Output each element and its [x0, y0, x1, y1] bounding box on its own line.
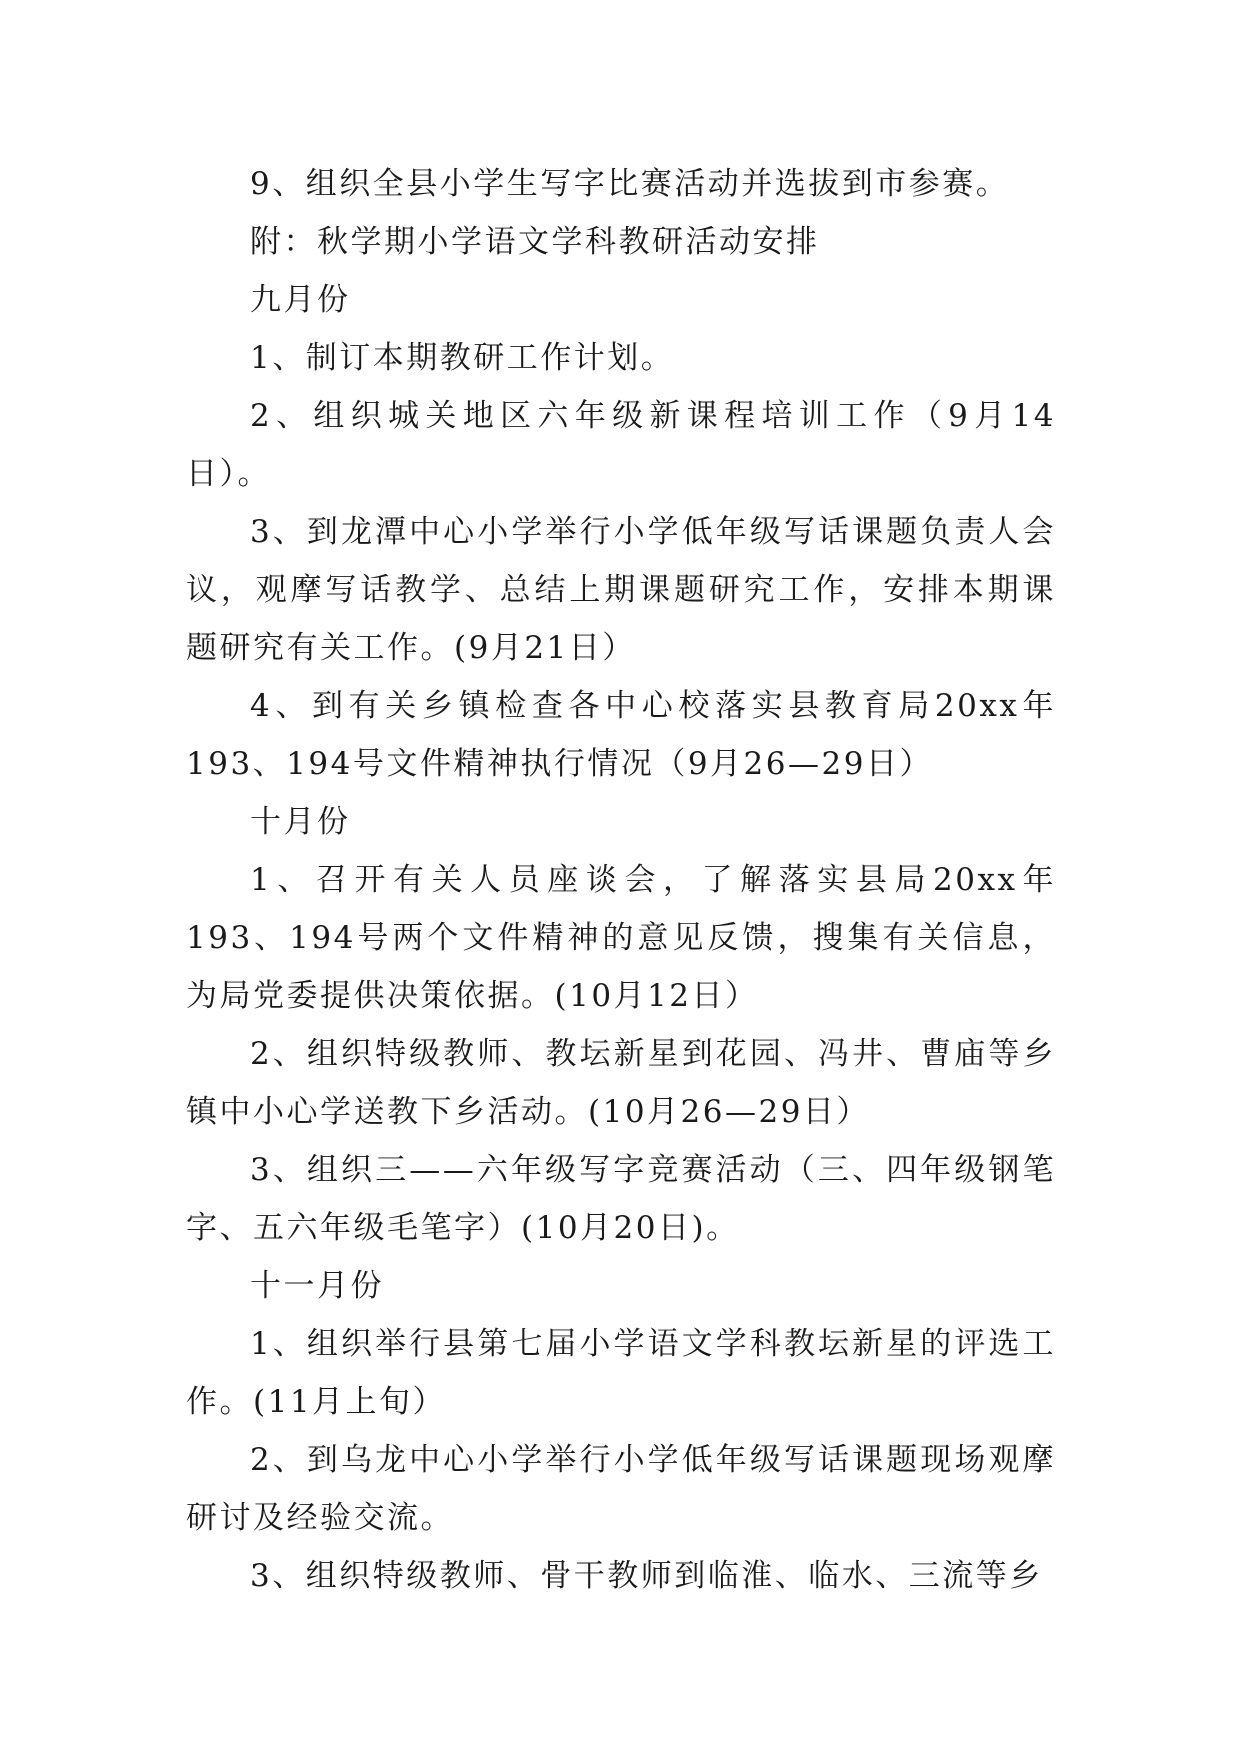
october-item-3: 3、组织三——六年级写字竞赛活动（三、四年级钢笔字、五六年级毛笔字）(10月20日)。 [186, 1152, 1056, 1246]
october-item-1: 1、召开有关人员座谈会，了解落实县局20xx年193、194号两个文件精神的意见反馈，搜集有关信息，为局党委提供决策依据。(10月12日） [186, 862, 1056, 1014]
document-body [186, 155, 1056, 1605]
month-heading-october: 十月份 [250, 804, 351, 840]
november-item-2: 2、到乌龙中心小学举行小学低年级写话课题现场观摩研讨及经验交流。 [186, 1442, 1056, 1536]
november-item-3: 3、组织特级教师、骨干教师到临淮、临水、三流等乡 [250, 1558, 1043, 1594]
september-item-2: 2、组织城关地区六年级新课程培训工作（9月14日）。 [186, 398, 1056, 492]
september-item-1: 1、制订本期教研工作计划。 [250, 340, 675, 376]
month-heading-november: 十一月份 [250, 1268, 384, 1304]
october-item-2: 2、组织特级教师、教坛新星到花园、冯井、曹庙等乡镇中小心学送教下乡活动。(10月26—29日） [186, 1036, 1056, 1130]
appendix-title: 附：秋学期小学语文学科教研活动安排 [250, 224, 820, 260]
paragraph-item-9-contest: 9、组织全县小学生写字比赛活动并选拔到市参赛。 [250, 166, 1010, 202]
september-item-4: 4、到有关乡镇检查各中心校落实县教育局20xx年193、194号文件精神执行情况（9月26—29日） [186, 688, 1056, 782]
september-item-3: 3、到龙潭中心小学举行小学低年级写话课题负责人会议，观摩写话教学、总结上期课题研究工作，安排本期课题研究有关工作。(9月21日） [186, 514, 1056, 666]
november-item-1: 1、组织举行县第七届小学语文学科教坛新星的评选工作。(11月上旬） [186, 1326, 1056, 1420]
month-heading-september: 九月份 [250, 282, 351, 318]
